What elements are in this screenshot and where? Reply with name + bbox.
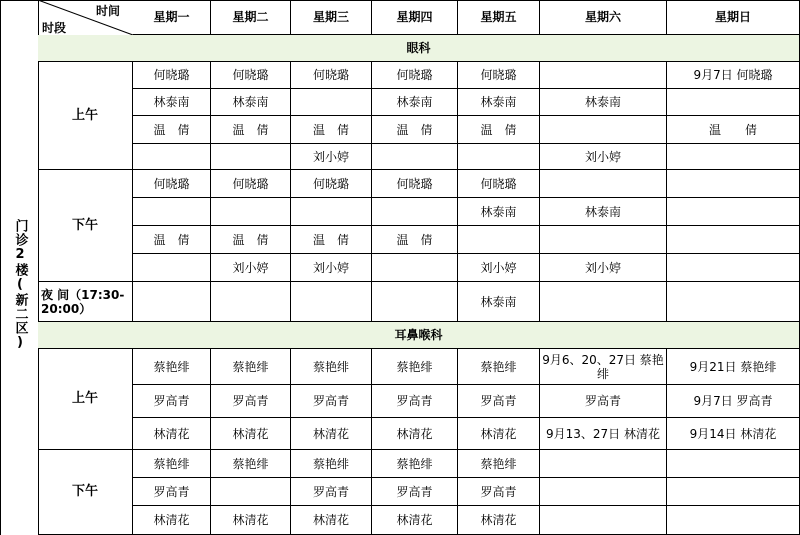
schedule-cell	[667, 170, 800, 198]
schedule-cell: 林清花	[372, 418, 458, 450]
schedule-cell: 温 倩	[291, 116, 372, 144]
schedule-cell	[540, 450, 667, 478]
schedule-cell	[667, 282, 800, 322]
schedule-cell: 林清花	[372, 506, 458, 535]
schedule-cell: 蔡艳绯	[458, 349, 540, 385]
schedule-cell: 林清花	[291, 418, 372, 450]
schedule-cell: 蔡艳绯	[291, 450, 372, 478]
schedule-cell	[540, 116, 667, 144]
schedule-cell: 蔡艳绯	[372, 349, 458, 385]
schedule-cell: 刘小婷	[458, 254, 540, 282]
schedule-cell: 何晓璐	[133, 170, 211, 198]
schedule-cell	[540, 478, 667, 506]
schedule-cell	[211, 198, 291, 226]
schedule-cell: 蔡艳绯	[291, 349, 372, 385]
schedule-cell: 林泰南	[133, 89, 211, 116]
schedule-cell: 9月13、27日 林清花	[540, 418, 667, 450]
schedule-cell: 9月7日 罗高青	[667, 385, 800, 418]
schedule-cell: 何晓璐	[458, 62, 540, 89]
schedule-cell: 蔡艳绯	[133, 450, 211, 478]
schedule-cell: 林泰南	[540, 198, 667, 226]
schedule-cell: 罗高青	[291, 478, 372, 506]
schedule-cell	[291, 282, 372, 322]
schedule-cell: 9月21日 蔡艳绯	[667, 349, 800, 385]
schedule-cell: 刘小婷	[291, 254, 372, 282]
schedule-cell: 罗高青	[540, 385, 667, 418]
schedule-cell	[211, 478, 291, 506]
period-label: 下午	[38, 170, 133, 282]
schedule-cell: 温 倩	[667, 116, 800, 144]
section-title: 耳鼻喉科	[38, 322, 800, 349]
schedule-cell	[540, 226, 667, 254]
day-header: 星期五	[458, 0, 540, 35]
schedule-cell	[667, 506, 800, 535]
schedule-cell	[667, 198, 800, 226]
schedule-cell: 刘小婷	[540, 254, 667, 282]
schedule-cell: 蔡艳绯	[372, 450, 458, 478]
schedule-cell	[133, 254, 211, 282]
schedule-cell: 罗高青	[211, 385, 291, 418]
schedule-cell: 9月14日 林清花	[667, 418, 800, 450]
schedule-cell: 何晓璐	[372, 62, 458, 89]
schedule-cell: 9月6、20、27日 蔡艳绯	[540, 349, 667, 385]
schedule-cell	[133, 198, 211, 226]
schedule-cell	[458, 144, 540, 170]
schedule-cell: 罗高青	[133, 478, 211, 506]
day-header: 星期四	[372, 0, 458, 35]
period-label: 上午	[38, 349, 133, 450]
schedule-cell	[667, 478, 800, 506]
schedule-cell: 林清花	[211, 506, 291, 535]
schedule-cell	[291, 89, 372, 116]
schedule-cell: 温 倩	[133, 116, 211, 144]
schedule-cell: 何晓璐	[211, 170, 291, 198]
schedule-cell: 罗高青	[291, 385, 372, 418]
schedule-cell: 罗高青	[133, 385, 211, 418]
schedule-cell	[372, 198, 458, 226]
schedule-cell	[667, 254, 800, 282]
schedule-cell: 蔡艳绯	[458, 450, 540, 478]
schedule-cell	[540, 62, 667, 89]
schedule-cell: 温 倩	[211, 116, 291, 144]
schedule-cell: 蔡艳绯	[133, 349, 211, 385]
schedule-cell: 林泰南	[211, 89, 291, 116]
schedule-cell: 温 倩	[372, 116, 458, 144]
schedule-cell: 温 倩	[211, 226, 291, 254]
schedule-cell: 林清花	[211, 418, 291, 450]
schedule-cell: 何晓璐	[372, 170, 458, 198]
schedule-cell: 林清花	[133, 418, 211, 450]
period-label: 下午	[38, 450, 133, 535]
schedule-cell	[372, 282, 458, 322]
schedule-cell: 林清花	[458, 418, 540, 450]
schedule-cell: 温 倩	[372, 226, 458, 254]
schedule-cell: 何晓璐	[291, 170, 372, 198]
schedule-cell	[133, 282, 211, 322]
schedule-cell: 刘小婷	[540, 144, 667, 170]
schedule-cell: 林泰南	[458, 282, 540, 322]
schedule-cell	[372, 254, 458, 282]
schedule-cell: 9月7日 何晓璐	[667, 62, 800, 89]
schedule-cell	[540, 282, 667, 322]
schedule-cell: 林泰南	[458, 198, 540, 226]
schedule-cell: 蔡艳绯	[211, 450, 291, 478]
schedule-cell: 林泰南	[540, 89, 667, 116]
schedule-cell: 刘小婷	[211, 254, 291, 282]
schedule-cell	[667, 450, 800, 478]
schedule-cell	[667, 89, 800, 116]
corner-period-label: 时段	[42, 21, 67, 35]
schedule-cell: 温 倩	[458, 116, 540, 144]
schedule-cell: 林清花	[291, 506, 372, 535]
schedule-cell	[667, 144, 800, 170]
schedule-cell: 何晓璐	[291, 62, 372, 89]
schedule-cell: 林清花	[133, 506, 211, 535]
schedule-cell	[133, 144, 211, 170]
schedule-cell: 罗高青	[458, 478, 540, 506]
schedule-cell: 蔡艳绯	[211, 349, 291, 385]
day-header: 星期二	[211, 0, 291, 35]
schedule-cell	[211, 144, 291, 170]
period-label: 上午	[38, 62, 133, 170]
schedule-cell	[291, 198, 372, 226]
schedule-cell: 何晓璐	[458, 170, 540, 198]
schedule-cell	[372, 144, 458, 170]
schedule-cell: 温 倩	[133, 226, 211, 254]
schedule-cell	[211, 282, 291, 322]
day-header: 星期日	[667, 0, 800, 35]
location-label: 门诊2楼(新二区)	[1, 35, 39, 535]
schedule-cell: 林清花	[458, 506, 540, 535]
day-header: 星期三	[291, 0, 372, 35]
period-label: 夜 间（17:30-20:00）	[38, 282, 133, 322]
schedule-cell: 何晓璐	[133, 62, 211, 89]
schedule-cell: 林泰南	[458, 89, 540, 116]
schedule-cell: 罗高青	[458, 385, 540, 418]
schedule-cell	[540, 170, 667, 198]
schedule-cell: 刘小婷	[291, 144, 372, 170]
day-header: 星期六	[540, 0, 667, 35]
schedule-cell	[667, 226, 800, 254]
schedule-cell: 罗高青	[372, 478, 458, 506]
schedule-cell: 何晓璐	[211, 62, 291, 89]
schedule-cell: 林泰南	[372, 89, 458, 116]
section-title: 眼科	[38, 35, 800, 62]
corner-time-label: 时间	[96, 4, 121, 18]
schedule-cell: 温 倩	[291, 226, 372, 254]
schedule-cell	[540, 506, 667, 535]
schedule-cell: 罗高青	[372, 385, 458, 418]
schedule-cell	[458, 226, 540, 254]
day-header: 星期一	[133, 0, 211, 35]
